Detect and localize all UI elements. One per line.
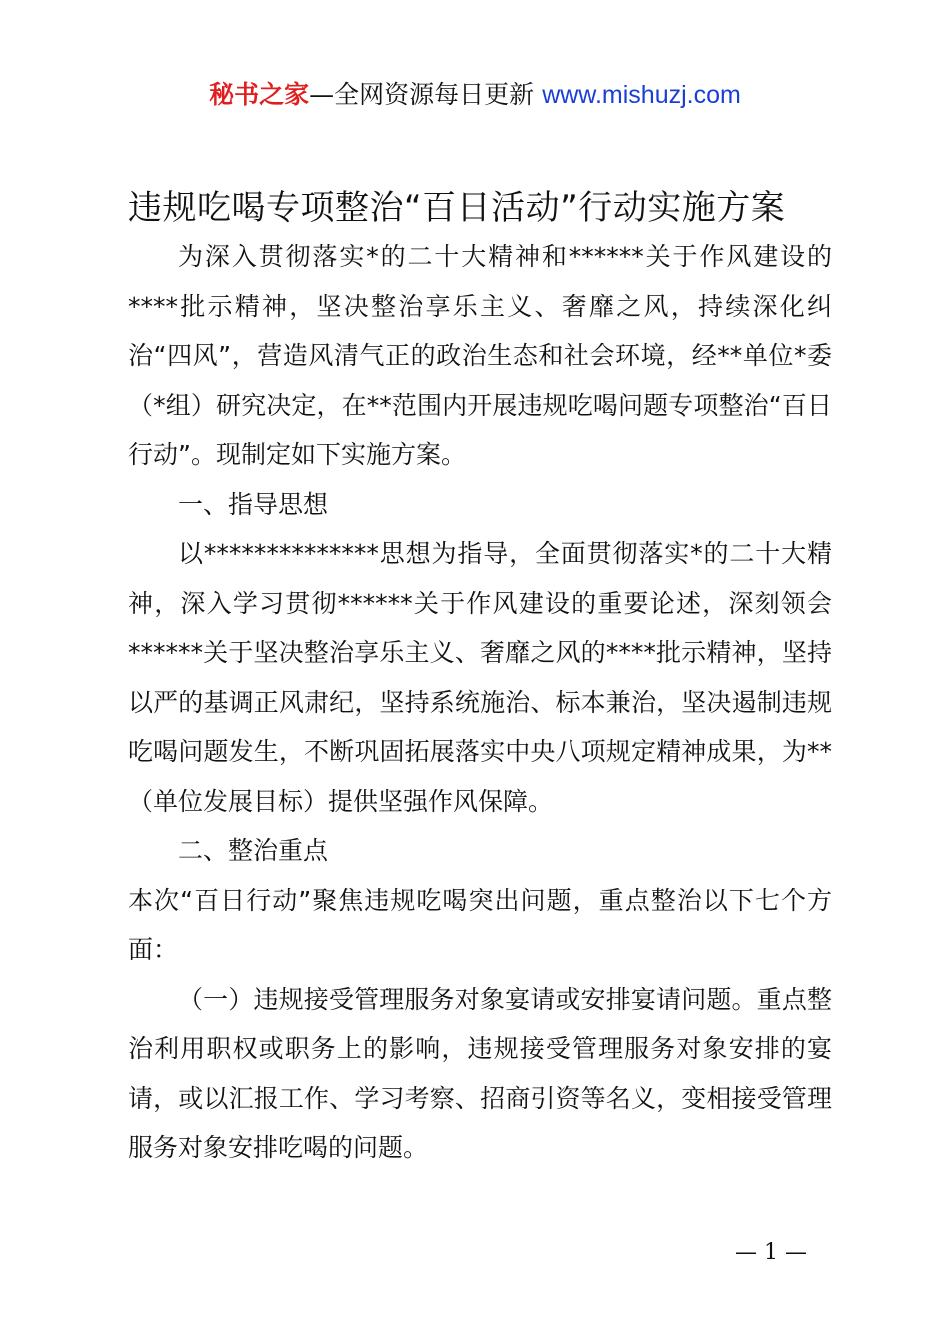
site-brand: 秘书之家: [209, 80, 310, 109]
intro-paragraph: 为深入贯彻落实*的二十大精神和******关于作风建设的****批示精神，坚决整治享乐主义、奢靡之风，持续深化纠治“四风”，营造风清气正的政治生态和社会环境，经**单位*委（*组）研究决定，在**范围内开展违规吃喝问题专项整治“百日行动”。现制定如下实施方案。: [128, 242, 832, 469]
document-body: [128, 232, 832, 1173]
site-tagline: —全网资源每日更新: [309, 80, 535, 109]
guiding-ideology-paragraph: 以**************思想为指导，全面贯彻落实*的二十大精神，深入学习贯彻******关于作风建设的重要论述，深刻领会******关于坚决整治享乐主义、奢靡之风的****批示精神，坚持以严的基调正风肃纪，坚持系统施治、标本兼治，坚决遏制违规吃喝问题发生，不断巩固拓展落实中央八项规定精神成果，为**（单位发展目标）提供坚强作风保障。: [128, 539, 832, 816]
key-focus-intro-paragraph: 本次“百日行动”聚焦违规吃喝突出问题，重点整治以下七个方面：: [128, 885, 832, 964]
section-heading-key-focus: 二、整治重点: [178, 836, 329, 865]
item-one-paragraph: （一）违规接受管理服务对象宴请或安排宴请问题。重点整治利用职权或职务上的影响，违规接受管理服务对象安排的宴请，或以汇报工作、学习考察、招商引资等名义，变相接受管理服务对象安排吃喝的问题。: [128, 984, 832, 1162]
site-header: [0, 78, 950, 112]
document-title: 违规吃喝专项整治“百日活动”行动实施方案: [128, 188, 786, 228]
site-url-link[interactable]: www.mishuzj.com: [542, 81, 741, 109]
section-heading-guiding-ideology: 一、指导思想: [178, 489, 329, 519]
page-number: — 1 —: [735, 1240, 807, 1265]
